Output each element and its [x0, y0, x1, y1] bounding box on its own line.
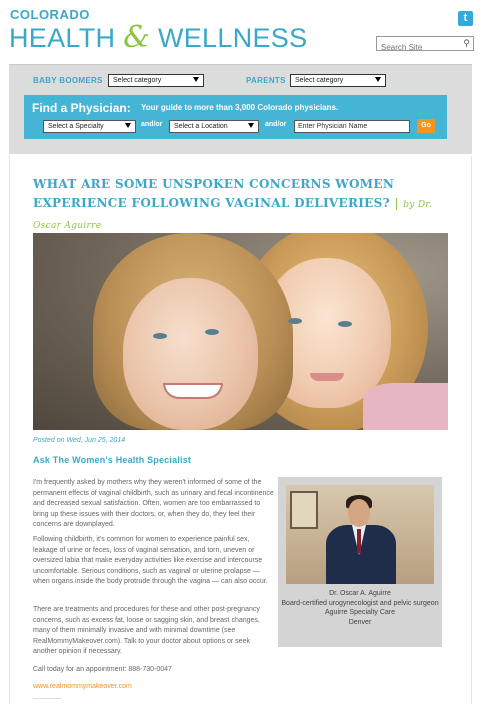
- article-title-text: WHAT ARE SOME UNSPOKEN CONCERNS WOMEN EXPERIENCE FOLLOWING VAGINAL DELIVERIES?: [33, 177, 395, 210]
- doctor-practice: Aguirre Specialty Care: [324, 609, 396, 616]
- logo-word-health: HEALTH: [9, 23, 116, 53]
- article-hero-image: [33, 233, 448, 430]
- photo-woman-face: [123, 278, 258, 430]
- physician-name-input[interactable]: Enter Physician Name: [294, 120, 410, 133]
- article-title: [33, 175, 458, 236]
- article-byline[interactable]: by Dr. Oscar Aguirre: [33, 200, 433, 231]
- photo-tie: [357, 529, 361, 553]
- magnifier-icon[interactable]: ⚲: [463, 38, 470, 48]
- logo-ampersand: &: [123, 20, 151, 55]
- site-logo[interactable]: [9, 20, 307, 55]
- photo-frame: [290, 491, 318, 529]
- doctor-photo: [286, 485, 434, 584]
- find-physician-subtitle: Your guide to more than 3,000 Colorado physicians.: [141, 103, 339, 112]
- chevron-down-icon: [248, 123, 254, 128]
- specialty-select[interactable]: [43, 120, 136, 133]
- andor-label: and/or: [141, 121, 163, 128]
- photo-girl-lips: [310, 373, 344, 381]
- doctor-city: Denver: [348, 618, 372, 626]
- site-header: [0, 0, 481, 64]
- chevron-down-icon: [125, 123, 131, 128]
- title-separator: |: [394, 196, 399, 210]
- chevron-down-icon: [375, 77, 381, 82]
- baby-boomers-label: BABY BOOMERS: [33, 76, 103, 85]
- doctor-name: Dr. Oscar A. Aguirre: [329, 590, 391, 597]
- photo-head: [348, 499, 370, 527]
- baby-boomers-select-value: Select category: [113, 77, 162, 84]
- section-heading: Ask The Women's Health Specialist: [33, 455, 192, 465]
- location-select-value: Select a Location: [174, 123, 228, 130]
- photo-girl-shirt: [363, 383, 448, 430]
- logo-state[interactable]: COLORADO: [10, 7, 90, 22]
- article-paragraph: I'm frequently asked by mothers why they weren't informed of some of the permanent effects of vaginal childbirth, such as urinary and fecal incontinence and decreased sexual satisfaction. Often, women are too embarrassed to bring up these issues with their doctors, or, when they do, they feel their concerns are downplayed.: [33, 479, 274, 528]
- doctor-card: [278, 477, 442, 647]
- search-input[interactable]: [377, 41, 457, 54]
- chevron-down-icon: [193, 77, 199, 82]
- go-button[interactable]: Go: [417, 119, 435, 133]
- doctor-caption: [278, 589, 442, 627]
- article-paragraph: Following childbirth, it's common for women to experience painful sex, leakage of urine or feces, loss of vaginal sensation, and torn, uneven or oversized labia that make everyday activities like exercise and intercourse uncomfortable. Serious conditions, such as vaginal or uterine prolapse — when organs inside the body protrude through the vagina — can also occur.: [33, 536, 268, 585]
- specialty-select-value: Select a Specialty: [48, 123, 104, 130]
- article-paragraph: There are treatments and procedures for these and other post-pregnancy concerns, such as excess fat, loose or sagging skin, and breast changes, many of them minimally invasive and with minimal downtime (see RealMommyMakeover.com). Talk to your doctor about options or seek another opinion if necessary.: [33, 606, 260, 655]
- divider: [33, 698, 61, 699]
- twitter-icon[interactable]: t: [458, 11, 473, 26]
- parents-select-value: Select category: [295, 77, 344, 84]
- parents-label: PARENTS: [246, 76, 286, 85]
- parents-select[interactable]: [290, 74, 386, 87]
- location-select[interactable]: [169, 120, 259, 133]
- baby-boomers-select[interactable]: [108, 74, 204, 87]
- photo-eye: [288, 318, 302, 324]
- find-physician-title: Find a Physician:: [32, 101, 131, 115]
- find-physician-bar: [24, 95, 447, 139]
- logo-word-wellness: WELLNESS: [157, 23, 308, 53]
- call-to-action: Call today for an appointment: 888-730-0047: [33, 666, 172, 673]
- makeover-link[interactable]: www.realmommymakeover.com: [33, 683, 132, 690]
- search-box[interactable]: [376, 36, 474, 51]
- andor-label: and/or: [265, 121, 287, 128]
- photo-eye: [338, 321, 352, 327]
- doctor-title: Board-certified urogynecologist and pelvic surgeon: [281, 599, 439, 607]
- posted-date: Posted on Wed, Jun 25, 2014: [33, 437, 126, 444]
- photo-woman-smile: [163, 383, 223, 399]
- photo-eye: [205, 329, 219, 335]
- photo-eye: [153, 333, 167, 339]
